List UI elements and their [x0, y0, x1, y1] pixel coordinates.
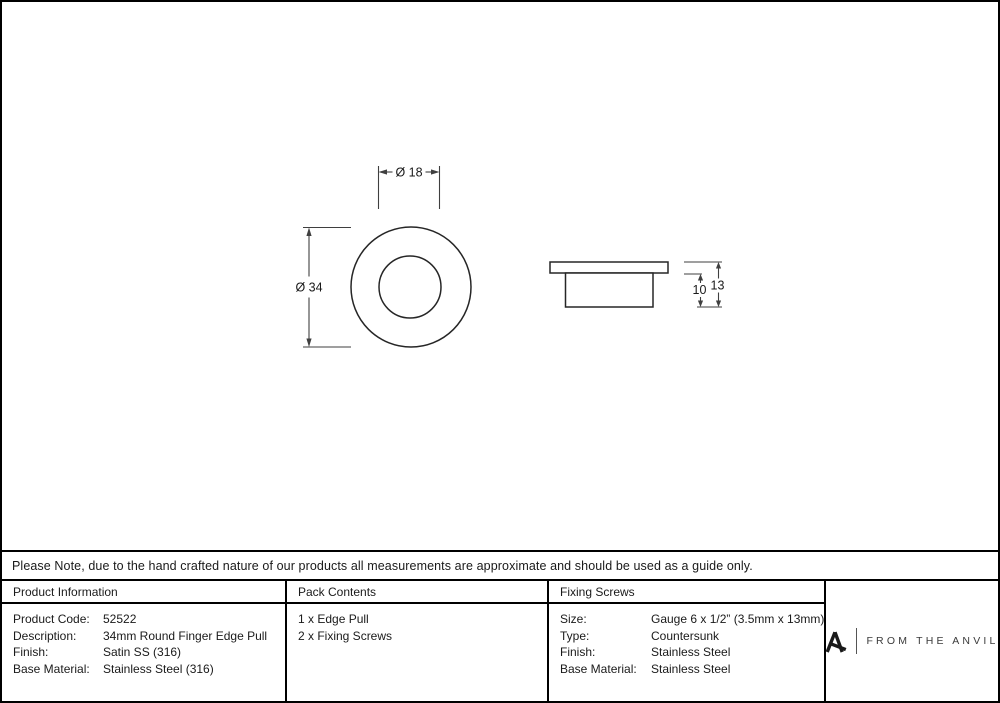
side-view [550, 262, 668, 307]
spec-value: Countersunk [651, 628, 720, 643]
spec-label: Finish: [560, 645, 596, 659]
spec-row-screw-finish [560, 644, 816, 661]
front-view [351, 227, 471, 347]
spec-label: Type: [560, 628, 590, 643]
side-view-flange [550, 262, 668, 273]
spec-label: Finish: [13, 645, 49, 659]
spec-value: 34mm Round Finger Edge Pull [103, 628, 268, 643]
product-information-body [2, 604, 285, 701]
spec-label: Base Material: [560, 661, 637, 676]
disclaimer-note-text: Please Note, due to the hand crafted nature of our products all measurements are approximate and should be used as a guide only. [12, 558, 753, 573]
spec-value: Stainless Steel (316) [103, 661, 214, 676]
side-view-body [566, 273, 654, 307]
pack-contents-header: Pack Contents [287, 581, 547, 604]
spec-row-type [560, 628, 816, 645]
spec-value: Gauge 6 x 1/2” (3.5mm x 13mm) [651, 612, 825, 626]
from-the-anvil-logo [825, 628, 998, 654]
spec-table [2, 581, 998, 701]
product-information-column [2, 581, 285, 701]
brand-column [824, 581, 998, 701]
fixing-screws-header: Fixing Screws [549, 581, 824, 604]
spec-row-finish [13, 644, 277, 661]
disclaimer-note [0, 550, 1000, 581]
spec-label: Base Material: [13, 661, 90, 676]
pack-item: 2 x Fixing Screws [298, 628, 393, 643]
spec-row-description [13, 628, 277, 645]
spec-row-base-material [13, 661, 277, 678]
product-information-header: Product Information [2, 581, 285, 604]
spec-row-screw-base-material [560, 661, 816, 678]
fixing-screws-body [549, 604, 824, 701]
spec-row-product-code [13, 611, 277, 628]
pack-contents-column [285, 581, 547, 701]
spec-label: Description: [13, 628, 77, 643]
pack-item: 1 x Edge Pull [298, 612, 369, 626]
anvil-logo-icon [825, 630, 847, 653]
inner-circle [379, 256, 441, 318]
logo-divider [856, 628, 857, 654]
overall-depth-label: 13 [710, 278, 725, 293]
spec-value: Stainless Steel [651, 645, 731, 659]
spec-value: Stainless Steel [651, 661, 731, 676]
spec-value: Satin SS (316) [103, 645, 182, 659]
spec-value: 52522 [103, 612, 137, 626]
inner-diameter-label: Ø 18 [395, 165, 423, 180]
spec-label: Product Code: [13, 612, 90, 626]
spec-row-size [560, 611, 825, 628]
outer-circle [351, 227, 471, 347]
pack-contents-body [287, 604, 547, 701]
outer-diameter-label: Ø 34 [295, 280, 323, 295]
brand-name: FROM THE ANVIL [866, 635, 999, 647]
fixing-screws-column [547, 581, 824, 701]
body-depth-label: 10 [692, 283, 707, 297]
spec-label: Size: [560, 612, 587, 626]
